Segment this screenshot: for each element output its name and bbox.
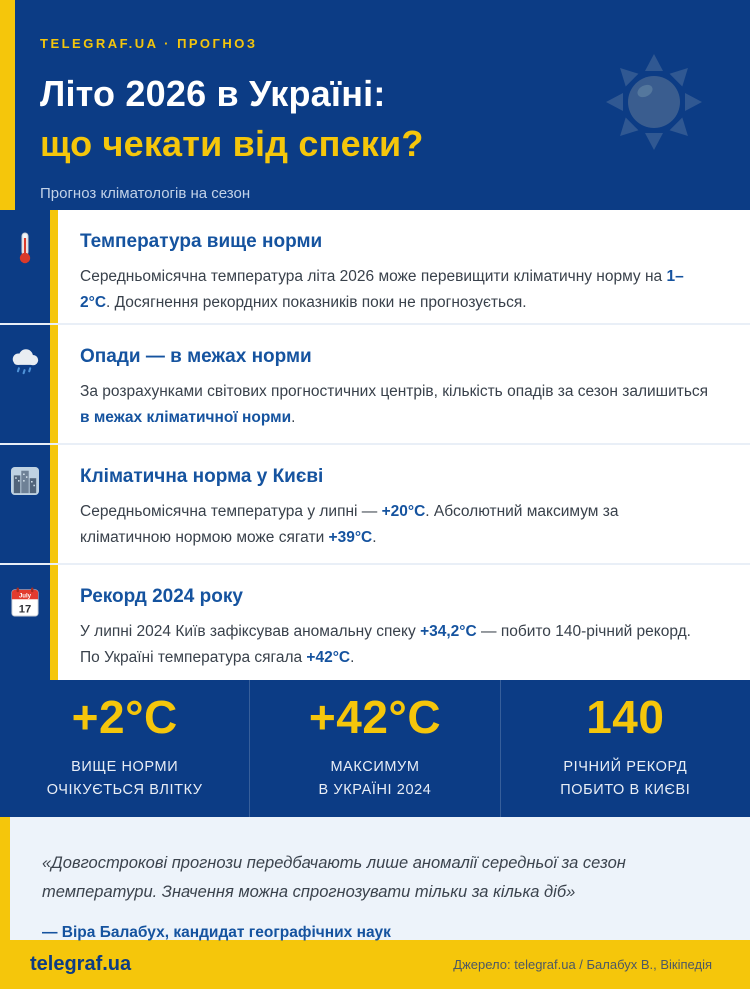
card-kyiv-norm — [0, 443, 750, 563]
cards-section — [0, 210, 750, 680]
subtitle: Прогноз кліматологів на сезон — [40, 185, 251, 202]
stat-label-line-1: РІЧНИЙ РЕКОРД — [563, 759, 688, 776]
cityscape-icon — [11, 467, 39, 495]
yellow-accent-bar — [50, 565, 58, 680]
stats-section — [0, 680, 750, 817]
card-text: Середньомісячна температура у липні — +20°С. Абсолютний максимум за кліматичною нормою може сягати +39°С. — [80, 503, 619, 547]
card-record-2024 — [0, 563, 750, 680]
card-text: Середньомісячна температура літа 2026 може перевищити кліматичну норму на 1–2°С. Досягнення рекордних показників поки не прогнозується. — [80, 268, 684, 312]
stat-label — [47, 756, 203, 801]
calendar-month-label: July — [18, 593, 32, 600]
quote-attribution: — Віра Балабух, кандидат географічних наук — [42, 923, 391, 941]
card-title: Кліматична норма у Києві — [80, 466, 324, 487]
title-line-1: Літо 2026 в Україні: — [40, 73, 386, 114]
sun-icon — [604, 52, 704, 152]
stat-max-ukraine — [249, 680, 499, 817]
card-title: Рекорд 2024 року — [80, 586, 243, 607]
icon-column — [0, 325, 50, 443]
card-title: Опади — в межах норми — [80, 346, 312, 367]
icon-column — [0, 210, 50, 323]
card-content — [58, 445, 750, 563]
card-content — [58, 325, 750, 443]
thermometer-icon — [18, 232, 32, 264]
stat-value: +2°С — [71, 691, 178, 744]
calendar-day-label: 17 — [18, 603, 32, 616]
title-line-2: що чекати від спеки? — [40, 123, 424, 164]
stat-above-norm — [0, 680, 249, 817]
icon-column — [0, 445, 50, 563]
card-title: Температура вище норми — [80, 231, 323, 252]
rain-cloud-icon — [9, 347, 41, 377]
stat-label-line-2: В УКРАЇНІ 2024 — [318, 781, 432, 798]
yellow-accent-bar — [50, 445, 58, 563]
stat-label-line-2: ОЧІКУЄТЬСЯ ВЛІТКУ — [46, 781, 203, 798]
card-precipitation — [0, 323, 750, 443]
yellow-accent-bar — [50, 325, 58, 443]
card-text: За розрахунками світових прогностичних центрів, кількість опадів за сезон залишиться в межах кліматичної норми. — [80, 383, 709, 427]
footer — [0, 940, 750, 989]
stat-year-record — [500, 680, 750, 817]
card-content — [58, 565, 750, 680]
stat-label-line-2: ПОБИТО В КИЄВІ — [560, 781, 691, 798]
icon-column — [0, 565, 50, 680]
card-text: У липні 2024 Київ зафіксував аномальну спеку +34,2°С — побито 140-річний рекорд. По Україні температура сягала +42°С. — [80, 623, 691, 667]
quote-section — [0, 817, 750, 940]
stat-label — [560, 756, 690, 801]
header — [0, 0, 750, 210]
calendar-icon — [11, 587, 39, 617]
stat-value: +42°С — [308, 691, 442, 744]
stat-label — [319, 756, 432, 801]
card-temperature — [0, 210, 750, 323]
stat-value: 140 — [586, 691, 665, 744]
left-accent-bar — [0, 817, 10, 940]
yellow-accent-bar — [50, 210, 58, 323]
card-content — [58, 210, 750, 323]
stat-label-line-1: МАКСИМУМ — [330, 759, 420, 776]
kicker: TELEGRAF.UA · ПРОГНОЗ — [40, 36, 258, 51]
left-accent-bar — [0, 0, 15, 210]
brand-logo: telegraf.ua — [30, 953, 132, 975]
quote-text: «Довгострокові прогнози передбачають лише аномалії середньої за сезон температури. Значення можна спрогнозувати тільки за кілька діб» — [42, 854, 626, 901]
source-credit: Джерело: telegraf.ua / Балабух В., Вікіпедія — [453, 957, 712, 972]
stat-label-line-1: ВИЩЕ НОРМИ — [71, 759, 179, 776]
